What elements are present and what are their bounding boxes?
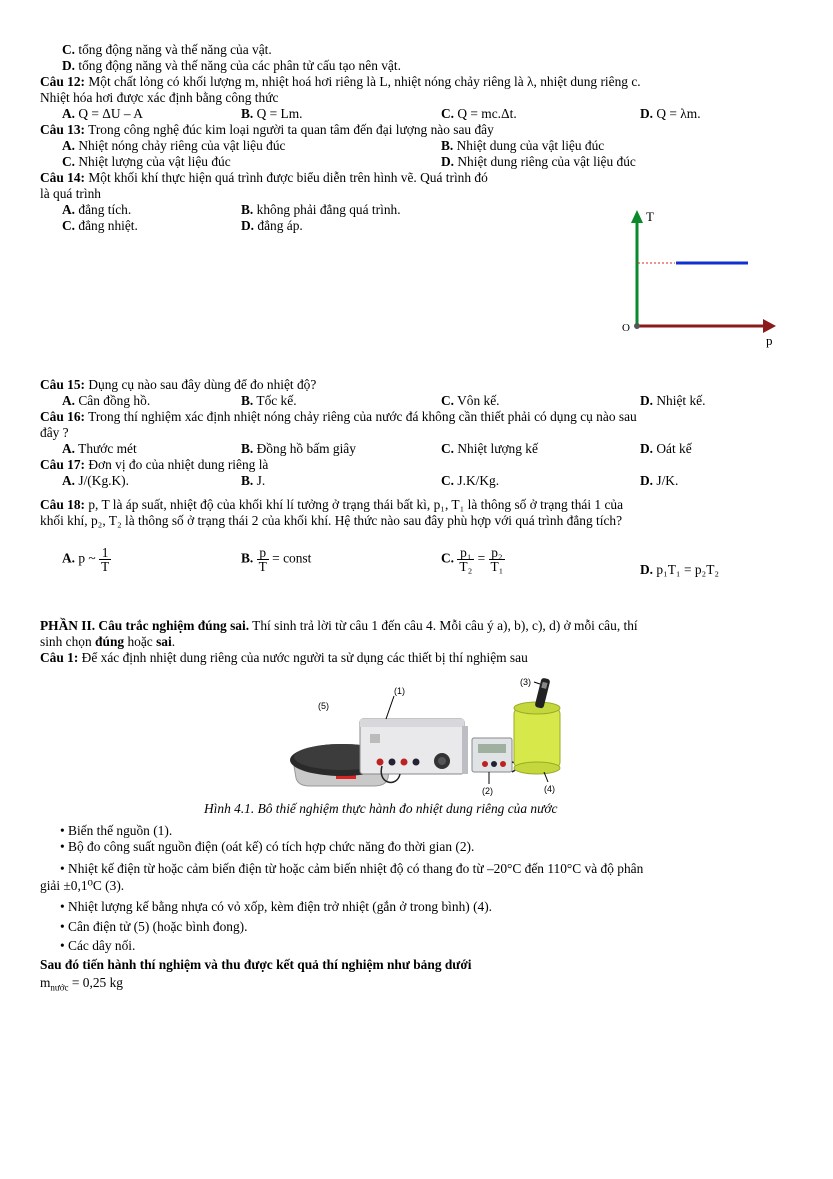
q16-option-b: B. Đồng hồ bấm giây — [241, 441, 356, 456]
label-4: (4) — [544, 784, 555, 794]
q12-option-a: A. Q = ΔU – A — [62, 106, 143, 121]
q16-option-d: D. Oát kế — [640, 441, 692, 456]
p2q1-stem: Câu 1: Để xác định nhiệt dung riêng của nước người ta sử dụng các thiết bị thí nghiệm sau — [40, 650, 528, 665]
part2-heading: PHẦN II. Câu trắc nghiệm đúng sai. Thí sinh trả lời từ câu 1 đến câu 4. Mỗi câu ý a), b), c), d) ở mỗi câu, thí — [40, 618, 638, 633]
q12-stem: Câu 12: Một chất lỏng có khối lượng m, nhiệt hoá hơi riêng là L, nhiệt nóng chảy riêng là λ, nhiệt dung riêng c. — [40, 74, 641, 89]
q18-option-c: C. $\frac{\text{p₁}}{\text{T₂}}$ = $\frac{\text{p₂}}{\text{T₁}}$ — [441, 545, 504, 574]
q18-stem-line2: khối khí, p₂, T₂ là thông số ở trạng thái 2 của khối khí. Hệ thức nào sau đây phù hợp với quá trình đẳng tích? — [40, 513, 623, 528]
graph-origin-label: O — [622, 322, 630, 334]
q16-stem: Câu 16: Trong thí nghiệm xác định nhiệt nóng chảy riêng của nước đá không cần thiết phải có dụng cụ nào sau — [40, 409, 637, 424]
graph-y-arrow — [631, 210, 643, 223]
figure-caption: Hình 4.1. Bô thiế nghiệm thực hành đo nhiệt dung riêng của nước — [204, 801, 558, 816]
q12-option-d: D. Q = λm. — [640, 106, 701, 121]
q14-option-c: C. đẳng nhiệt. — [62, 218, 138, 233]
q17-option-c: C. J.K/Kg. — [441, 473, 500, 488]
graph-x-label: p — [766, 333, 773, 348]
bullet-item-continuation: giải ±0,1⁰C (3). — [40, 878, 125, 893]
part2-intro-line2: sinh chọn đúng hoặc sai. — [40, 634, 176, 649]
q17-option-d: D. J/K. — [640, 473, 679, 488]
bullet-item: • Bộ đo công suất nguồn điện (oát kế) có tích hợp chức năng đo thời gian (2). — [60, 839, 475, 854]
mass-value: $m_{nước} = 0,25$ kg — [40, 975, 123, 993]
q17-stem: Câu 17: Đơn vị đo của nhiệt dung riêng là — [40, 457, 269, 472]
q16-option-a: A. Thước mét — [62, 441, 137, 456]
graph-y-label: T — [646, 209, 654, 224]
q11-option-c: C. tổng động năng và thế năng của vật. — [62, 42, 272, 57]
bullet-item: • Nhiệt kế điện từ hoặc cảm biến điện từ hoặc cảm biến nhiệt độ có thang đo từ –20°C đến 110°C và độ phân — [60, 861, 644, 876]
apparatus-figure — [282, 674, 582, 800]
q15-stem: Câu 15: Dụng cụ nào sau đây dùng để đo nhiệt độ? — [40, 377, 317, 392]
q16-option-c: C. Nhiệt lượng kế — [441, 441, 538, 456]
q11-option-d: D. tổng động năng và thế năng của các phân tử cấu tạo nên vật. — [62, 58, 401, 73]
graph-x-arrow — [763, 319, 776, 333]
q13-option-a: A. Nhiệt nóng chảy riêng của vật liệu đúc — [62, 138, 286, 153]
result-heading: Sau đó tiến hành thí nghiệm và thu được kết quả thí nghiệm như bảng dưới — [40, 957, 472, 972]
q18-stem: Câu 18: p, T là áp suất, nhiệt độ của khối khí lí tưởng ở trạng thái bất kì, p₁, T₁ là thông số ở trạng thái 1 của — [40, 497, 624, 512]
power-supply — [360, 719, 468, 782]
label-1: (1) — [394, 686, 405, 696]
graph-origin-dot — [634, 323, 640, 329]
label-2: (2) — [482, 786, 493, 796]
q14-option-d: D. đẳng áp. — [241, 218, 303, 233]
bullet-item: • Cân điện tử (5) (hoặc bình đong). — [60, 919, 248, 934]
q18-option-b: B. $\frac{p}{T}$ = const — [241, 545, 312, 574]
bullet-item: • Các dây nối. — [60, 938, 136, 953]
q15-option-c: C. Vôn kế. — [441, 393, 500, 408]
q17-option-a: A. J/(Kg.K). — [62, 473, 129, 488]
q12-option-b: B. Q = Lm. — [241, 106, 303, 121]
q13-option-b: B. Nhiệt dung của vật liệu đúc — [441, 138, 605, 153]
q18-option-d: D. p₁T₁ = p₂T₂ — [640, 562, 720, 577]
power-meter — [472, 738, 517, 772]
q17-option-b: B. J. — [241, 473, 266, 488]
q16-stem-line2: đây ? — [40, 425, 69, 440]
label-3: (3) — [520, 677, 531, 687]
q13-stem: Câu 13: Trong công nghệ đúc kim loại người ta quan tâm đến đại lượng nào sau đây — [40, 122, 494, 137]
bullet-item: • Nhiệt lượng kế bằng nhựa có vỏ xốp, kèm điện trở nhiệt (gắn ở trong bình) (4). — [60, 899, 493, 914]
q15-option-d: D. Nhiệt kế. — [640, 393, 706, 408]
q14-option-a: A. đẳng tích. — [62, 202, 132, 217]
q12-option-c: C. Q = mc.Δt. — [441, 106, 517, 121]
q14-graph — [620, 205, 790, 350]
q13-option-d: D. Nhiệt dung riêng của vật liệu đúc — [441, 154, 636, 169]
q15-option-b: B. Tốc kế. — [241, 393, 297, 408]
q14-stem: Câu 14: Một khối khí thực hiện quá trình được biểu diễn trên hình vẽ. Quá trình đó — [40, 170, 488, 185]
q13-option-c: C. Nhiệt lượng của vật liệu đúc — [62, 154, 231, 169]
calorimeter — [514, 702, 560, 774]
label-5: (5) — [318, 701, 329, 711]
q15-option-a: A. Cân đồng hồ. — [62, 393, 151, 408]
q18-option-a: A. p ~ $\frac{1}{T}$ — [62, 545, 110, 574]
q14-option-b: B. không phải đẳng quá trình. — [241, 202, 401, 217]
q14-stem-line2: là quá trình — [40, 186, 101, 201]
q12-stem-line2: Nhiệt hóa hơi được xác định bằng công thức — [40, 90, 279, 105]
bullet-item: • Biến thế nguồn (1). — [60, 823, 173, 838]
